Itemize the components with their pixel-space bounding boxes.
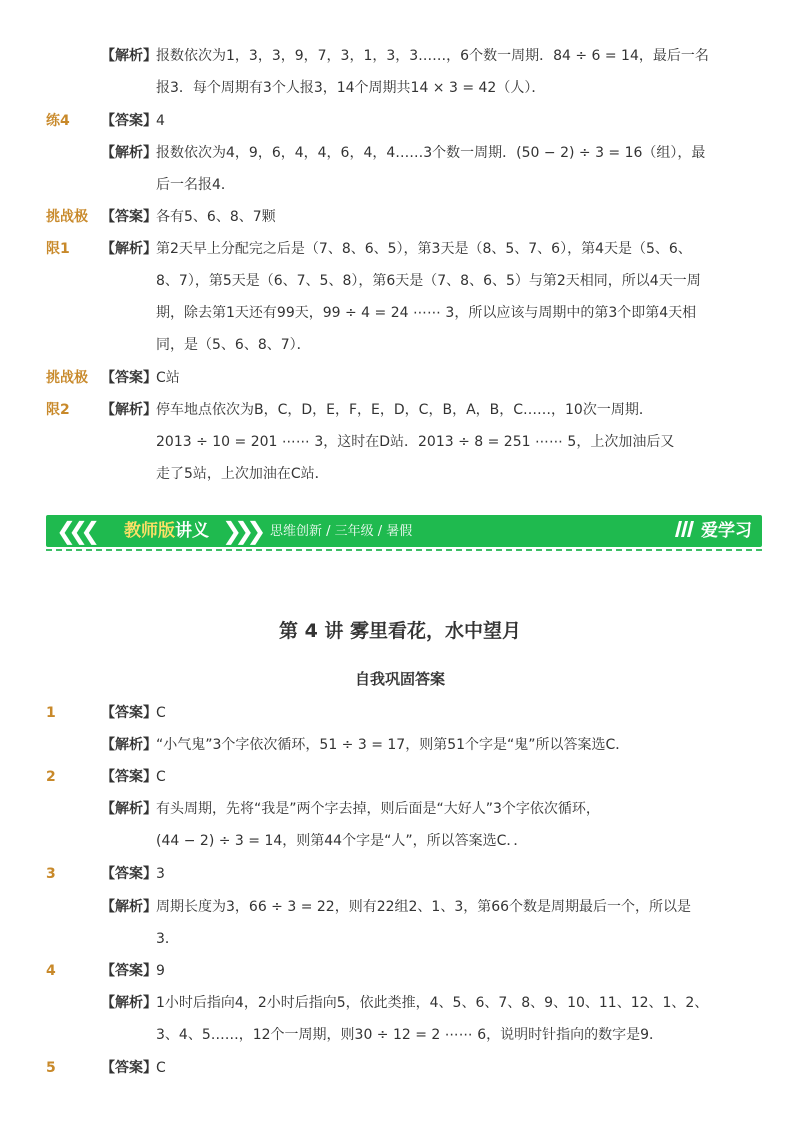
answer-text: C bbox=[156, 705, 166, 721]
answer-tag: 【答案】 bbox=[101, 1060, 157, 1076]
banner-title: 教师版讲义 bbox=[124, 521, 209, 541]
analysis-tag: 【解析】 bbox=[101, 737, 157, 753]
challenge-label: 挑战极 bbox=[46, 370, 88, 386]
question-number: 1 bbox=[46, 705, 56, 721]
answer-tag: 【答案】 bbox=[101, 866, 157, 882]
header-banner bbox=[46, 515, 762, 547]
chevron-left-icon: ❮❮❮ bbox=[56, 517, 93, 545]
analysis-text: 3、4、5……，12个一周期，则30 ÷ 12 = 2 ⋯⋯ 6，说明时针指向的数字是9． bbox=[156, 1027, 664, 1043]
analysis-text: 报数依次为4，9，6，4，4，6，4，4……3个数一周期．(50 − 2) ÷ 3 = 16（组），最 bbox=[156, 145, 706, 161]
answer-text: C bbox=[156, 769, 166, 785]
answer-tag: 【答案】 bbox=[101, 113, 157, 129]
answer-text: 4 bbox=[156, 113, 165, 129]
analysis-text: 8、7），第5天是（6、7、5、8），第6天是（7、8、6、5）与第2天相同，所以4天一周 bbox=[156, 273, 701, 289]
analysis-text: 停车地点依次为B，C，D，E，F，E，D，C，B，A，B，C……，10次一周期． bbox=[156, 402, 653, 418]
question-number: 3 bbox=[46, 866, 56, 882]
answer-tag: 【答案】 bbox=[101, 705, 157, 721]
analysis-text: 3． bbox=[156, 931, 179, 947]
analysis-text: 第2天早上分配完之后是（7、8、6、5），第3天是（8、5、7、6），第4天是（5、6、 bbox=[156, 241, 692, 257]
banner-subtitle: 思维创新 / 三年级 / 暑假 bbox=[270, 524, 413, 539]
analysis-text: 后一名报4． bbox=[156, 177, 235, 193]
question-number: 2 bbox=[46, 769, 56, 785]
analysis-tag: 【解析】 bbox=[101, 48, 157, 64]
answer-tag: 【答案】 bbox=[101, 963, 157, 979]
analysis-text: 1小时后指向4，2小时后指向5，依此类推，4、5、6、7、8、9、10、11、12、1、2、 bbox=[156, 995, 709, 1011]
section-title: 自我巩固答案 bbox=[354, 670, 445, 688]
answer-text: C站 bbox=[156, 370, 180, 386]
analysis-tag: 【解析】 bbox=[101, 899, 157, 915]
challenge-label: 挑战极 bbox=[46, 209, 88, 225]
answer-text: 各有5、6、8、7颗 bbox=[156, 209, 276, 225]
analysis-text: 报数依次为1，3，3，9，7，3，1，3，3……，6个数一周期．84 ÷ 6 = 14，最后一名 bbox=[156, 48, 709, 64]
chevron-right-icon: ❯❯❯ bbox=[222, 517, 259, 545]
question-number: 4 bbox=[46, 963, 56, 979]
answer-text: C bbox=[156, 1060, 166, 1076]
analysis-text: 有头周期，先将“我是”两个字去掉，则后面是“大好人”3个字依次循环， bbox=[156, 801, 600, 817]
analysis-text: 报3．每个周期有3个人报3，14个周期共14 × 3 = 42（人）． bbox=[156, 80, 546, 96]
analysis-text: 同，是（5、6、8、7）． bbox=[156, 337, 311, 353]
answer-tag: 【答案】 bbox=[101, 209, 157, 225]
analysis-tag: 【解析】 bbox=[101, 145, 157, 161]
analysis-tag: 【解析】 bbox=[101, 801, 157, 817]
answer-text: 9 bbox=[156, 963, 165, 979]
lecture-title: 第 4 讲 雾里看花，水中望月 bbox=[278, 620, 522, 642]
logo-icon bbox=[673, 519, 697, 539]
question-number: 5 bbox=[46, 1060, 56, 1076]
answer-tag: 【答案】 bbox=[101, 769, 157, 785]
analysis-text: (44 − 2) ÷ 3 = 14，则第44个字是“人”，所以答案选C．． bbox=[156, 833, 528, 849]
analysis-text: 2013 ÷ 10 = 201 ⋯⋯ 3，这时在D站．2013 ÷ 8 = 251 ⋯⋯ 5，上次加油后又 bbox=[156, 434, 675, 450]
analysis-text: “小气鬼”3个字依次循环，51 ÷ 3 = 17，则第51个字是“鬼”所以答案选C． bbox=[156, 737, 630, 753]
analysis-text: 走了5站，上次加油在C站． bbox=[156, 466, 329, 482]
answer-text: 3 bbox=[156, 866, 165, 882]
brand-logo: 爱学习 bbox=[673, 519, 752, 543]
answer-tag: 【答案】 bbox=[101, 370, 157, 386]
exercise-label: 练4 bbox=[46, 113, 70, 129]
banner-divider bbox=[46, 549, 762, 551]
analysis-tag: 【解析】 bbox=[101, 241, 157, 257]
analysis-text: 期，除去第1天还有99天，99 ÷ 4 = 24 ⋯⋯ 3，所以应该与周期中的第3个即第4天相 bbox=[156, 305, 697, 321]
analysis-tag: 【解析】 bbox=[101, 995, 157, 1011]
challenge-label-2: 限2 bbox=[46, 402, 70, 418]
challenge-label-2: 限1 bbox=[46, 241, 70, 257]
analysis-tag: 【解析】 bbox=[101, 402, 157, 418]
analysis-text: 周期长度为3，66 ÷ 3 = 22，则有22组2、1、3，第66个数是周期最后一个，所以是 bbox=[156, 899, 692, 915]
